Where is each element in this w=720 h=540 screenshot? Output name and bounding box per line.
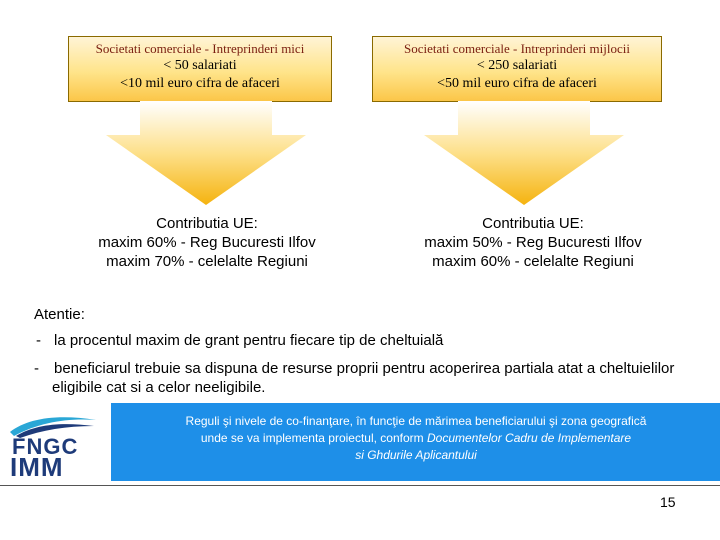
logo-fngc-text: FNGC [12,434,79,459]
small-enterprise-contribution [62,214,352,271]
contribution-heading: Contributia UE: [156,215,258,232]
info-line-3: si Ghdurile Aplicantului [355,448,477,462]
medium-enterprise-turnover: <50 mil euro cifra de afaceri [437,76,597,91]
note-item-2-text: beneficiarul trebuie sa dispuna de resurse proprii pentru acoperirea partiala atat a cheltuielilor eligibile cat si a celor neeligibile. [52,360,675,396]
info-line-1: Reguli şi nivele de co-finanţare, în funcţie de mărimea beneficiarului şi zona geografică [185,414,647,428]
small-enterprise-employees: < 50 salariati [163,58,237,73]
info-line-2 [111,430,720,447]
note-item-2 [34,359,694,397]
small-enterprise-title: Societati comerciale - Intreprinderi mici [95,41,305,56]
contribution-bucharest: maxim 60% - Reg Bucuresti Ilfov [98,234,316,251]
cofinancing-info-box [111,403,720,481]
fngc-imm-logo [6,412,102,482]
down-arrow-left-icon [106,101,306,205]
contribution-bucharest: maxim 50% - Reg Bucuresti Ilfov [424,234,642,251]
footer-divider [0,485,720,486]
page-number: 15 [660,494,676,510]
logo-imm-text: IMM [10,452,64,482]
medium-enterprise-contribution [388,214,678,271]
down-arrow-right-icon [424,101,624,205]
medium-enterprise-employees: < 250 salariati [476,58,558,73]
contribution-heading: Contributia UE: [482,215,584,232]
info-line-2-italic: Documentelor Cadru de Implementare [427,431,632,445]
info-line-2-prefix: unde se va implementa proiectul, conform [200,431,427,445]
bullet-dash: - [34,360,39,377]
bullet-dash: - [36,332,41,349]
contribution-other-regions: maxim 60% - celelalte Regiuni [432,253,634,270]
small-enterprise-box [68,36,332,102]
note-item-1 [36,332,443,349]
small-enterprise-turnover: <10 mil euro cifra de afaceri [120,76,280,91]
note-item-1-text: la procentul maxim de grant pentru fiecare tip de cheltuială [54,332,444,349]
medium-enterprise-box [372,36,662,102]
contribution-other-regions: maxim 70% - celelalte Regiuni [106,253,308,270]
notes-heading: Atentie: [34,306,85,323]
medium-enterprise-title: Societati comerciale - Intreprinderi mijlocii [404,41,630,56]
